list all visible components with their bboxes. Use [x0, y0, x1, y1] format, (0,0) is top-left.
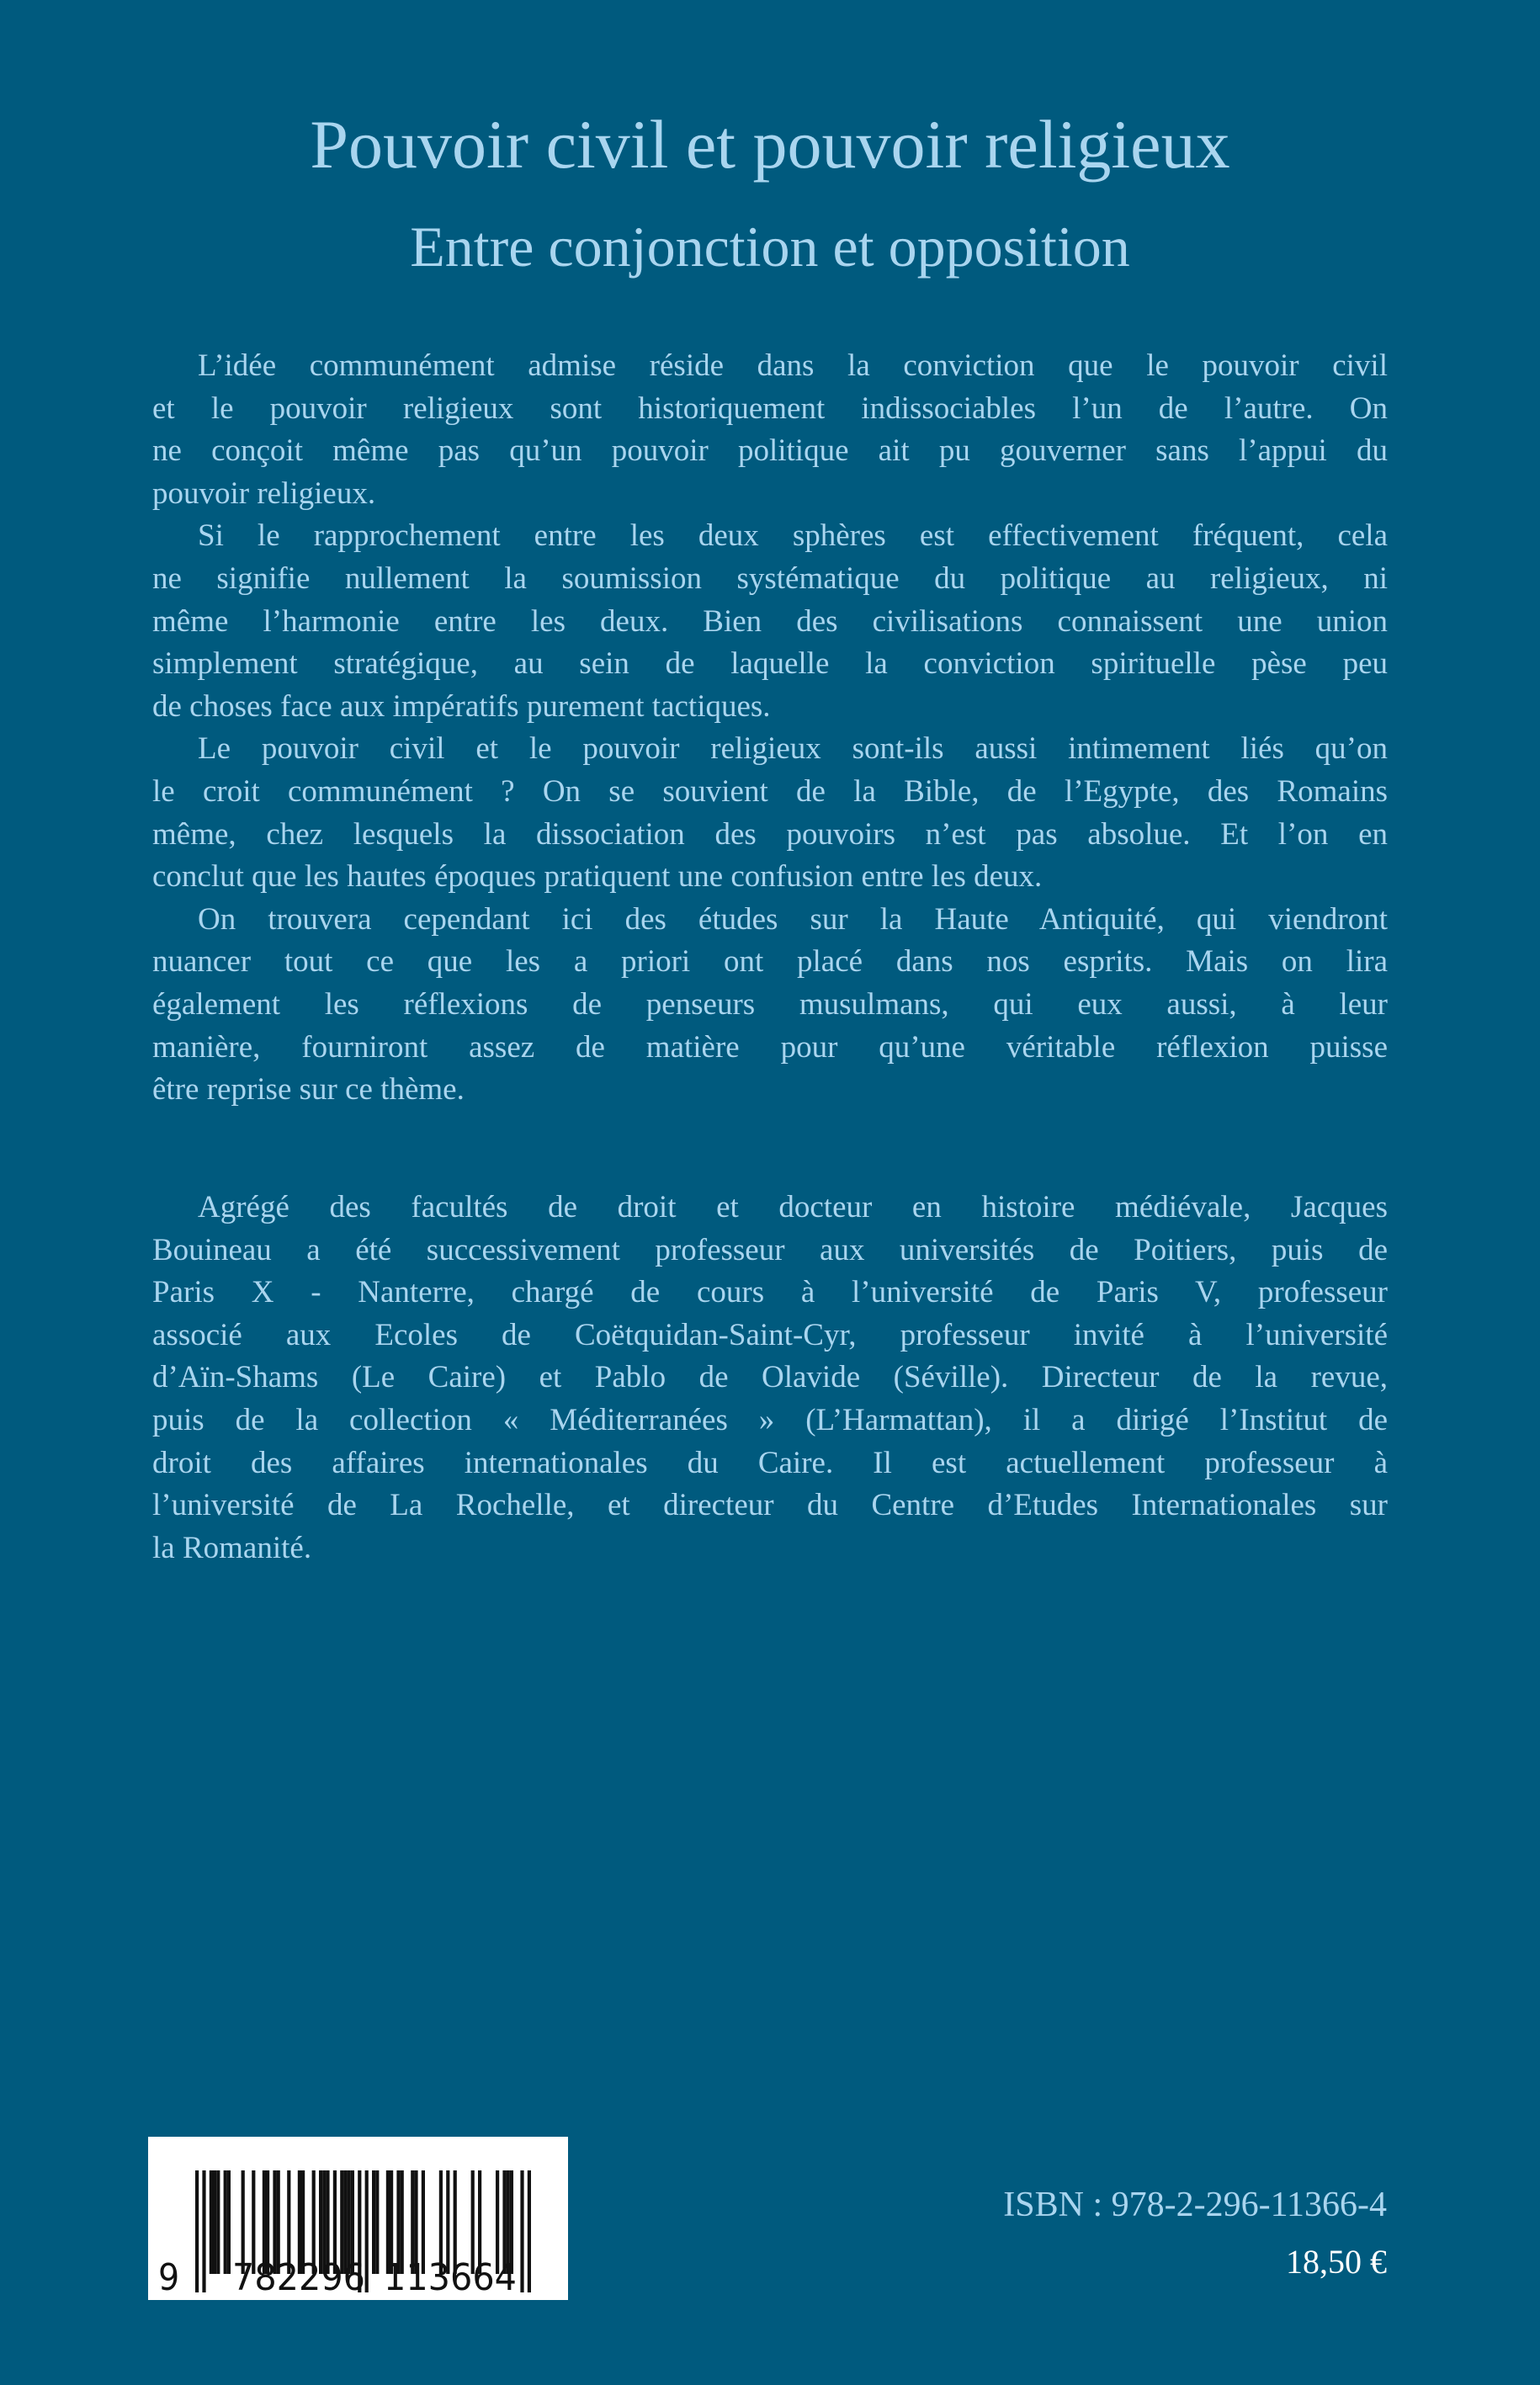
barcode-bar — [202, 2170, 205, 2292]
summary-line: le croit communément ? On se souvient de la Bible, de l’Egypte, des Romains — [152, 773, 1388, 809]
barcode-bar — [213, 2170, 216, 2274]
barcode-bar — [224, 2170, 227, 2274]
barcode-bar — [528, 2170, 531, 2292]
summary-line: ne conçoit même pas qu’un pouvoir politique ait pu gouverner sans l’appui du — [152, 433, 1388, 469]
summary-line: de choses face aux impératifs purement tactiques. — [152, 688, 771, 724]
bio-line: Agrégé des facultés de droit et docteur en histoire médiévale, Jacques — [198, 1190, 1388, 1224]
barcode-bar — [365, 2170, 369, 2292]
barcode-bar — [210, 2170, 213, 2274]
price: 18,50 € — [1286, 2243, 1387, 2281]
book-subtitle: Entre conjonction et opposition — [410, 215, 1130, 279]
isbn-number: ISBN : 978-2-296-11366-4 — [1003, 2186, 1387, 2224]
bio-line: l’université de La Rochelle, et directeur du Centre d’Etudes Internationales sur — [152, 1488, 1388, 1523]
barcode-bar — [520, 2170, 523, 2292]
summary-line: manière, fourniront assez de matière pour qu’une véritable réflexion puisse — [152, 1029, 1388, 1065]
summary-paragraph — [152, 899, 1388, 1112]
bio-line: droit des affaires internationales du Caire. Il est actuellement professeur à — [152, 1445, 1388, 1480]
summary-line: être reprise sur ce thème. — [152, 1072, 465, 1108]
summary-line: même, chez lesquels la dissociation des pouvoirs n’est pas absolue. Et l’on en — [152, 816, 1388, 852]
author-bio — [152, 1187, 1388, 1570]
summary-line: même l’harmonie entre les deux. Bien des civilisations connaissent une union — [152, 603, 1388, 639]
summary-line: pouvoir religieux. — [152, 475, 376, 511]
summary-line: et le pouvoir religieux sont historiquement indissociables l’un de l’autre. On — [152, 390, 1388, 426]
summary-line: On trouvera cependant ici des études sur la Haute Antiquité, qui viendront — [198, 901, 1388, 937]
summary-paragraph — [152, 515, 1388, 728]
summary-line: Le pouvoir civil et le pouvoir religieux sont-ils aussi intimement liés qu’on — [198, 731, 1388, 767]
summary-line: ne signifie nullement la soumission systématique du politique au religieux, ni — [152, 560, 1388, 596]
summary-line: également les réflexions de penseurs musulmans, qui eux aussi, à leur — [152, 986, 1388, 1022]
barcode-bar — [372, 2170, 375, 2274]
bio-line: associé aux Ecoles de Coëtquidan-Saint-Cyr, professeur invité à l’université — [152, 1317, 1388, 1352]
summary-line: Si le rapprochement entre les deux sphères est effectivement fréquent, cela — [198, 518, 1388, 554]
bio-paragraph — [152, 1187, 1388, 1570]
barcode-graphic — [148, 2137, 568, 2300]
isbn-barcode — [148, 2137, 568, 2300]
summary-line: L’idée communément admise réside dans la conviction que le pouvoir civil — [198, 348, 1388, 383]
bio-line: puis de la collection « Méditerranées » (L’Harmattan), il a dirigé l’Institut de — [152, 1402, 1388, 1437]
summary-text — [152, 345, 1388, 1112]
bio-line: Paris X - Nanterre, chargé de cours à l’université de Paris V, professeur — [152, 1275, 1388, 1310]
barcode-digits-right: 113664 — [384, 2256, 517, 2299]
book-title: Pouvoir civil et pouvoir religieux — [310, 106, 1230, 183]
barcode-bar — [216, 2170, 220, 2274]
barcode-bar — [195, 2170, 199, 2292]
barcode-bar — [375, 2170, 379, 2274]
summary-paragraph — [152, 728, 1388, 898]
bio-line: Bouineau a été successivement professeur aux universités de Poitiers, puis de — [152, 1232, 1388, 1267]
bio-line: d’Aïn-Shams (Le Caire) et Pablo de Olavide (Séville). Directeur de la revue, — [152, 1360, 1388, 1395]
summary-line: nuancer tout ce que les a priori ont placé dans nos esprits. Mais on lira — [152, 944, 1388, 980]
summary-line: simplement stratégique, au sein de laquelle la conviction spirituelle pèse peu — [152, 646, 1388, 682]
barcode-digit-prefix: 9 — [158, 2256, 180, 2299]
bio-line: la Romanité. — [152, 1530, 312, 1565]
summary-line: conclut que les hautes époques pratiquent une confusion entre les deux. — [152, 859, 1043, 895]
barcode-digits-left: 782296 — [232, 2256, 365, 2299]
summary-paragraph — [152, 345, 1388, 515]
barcode-bar — [227, 2170, 231, 2274]
